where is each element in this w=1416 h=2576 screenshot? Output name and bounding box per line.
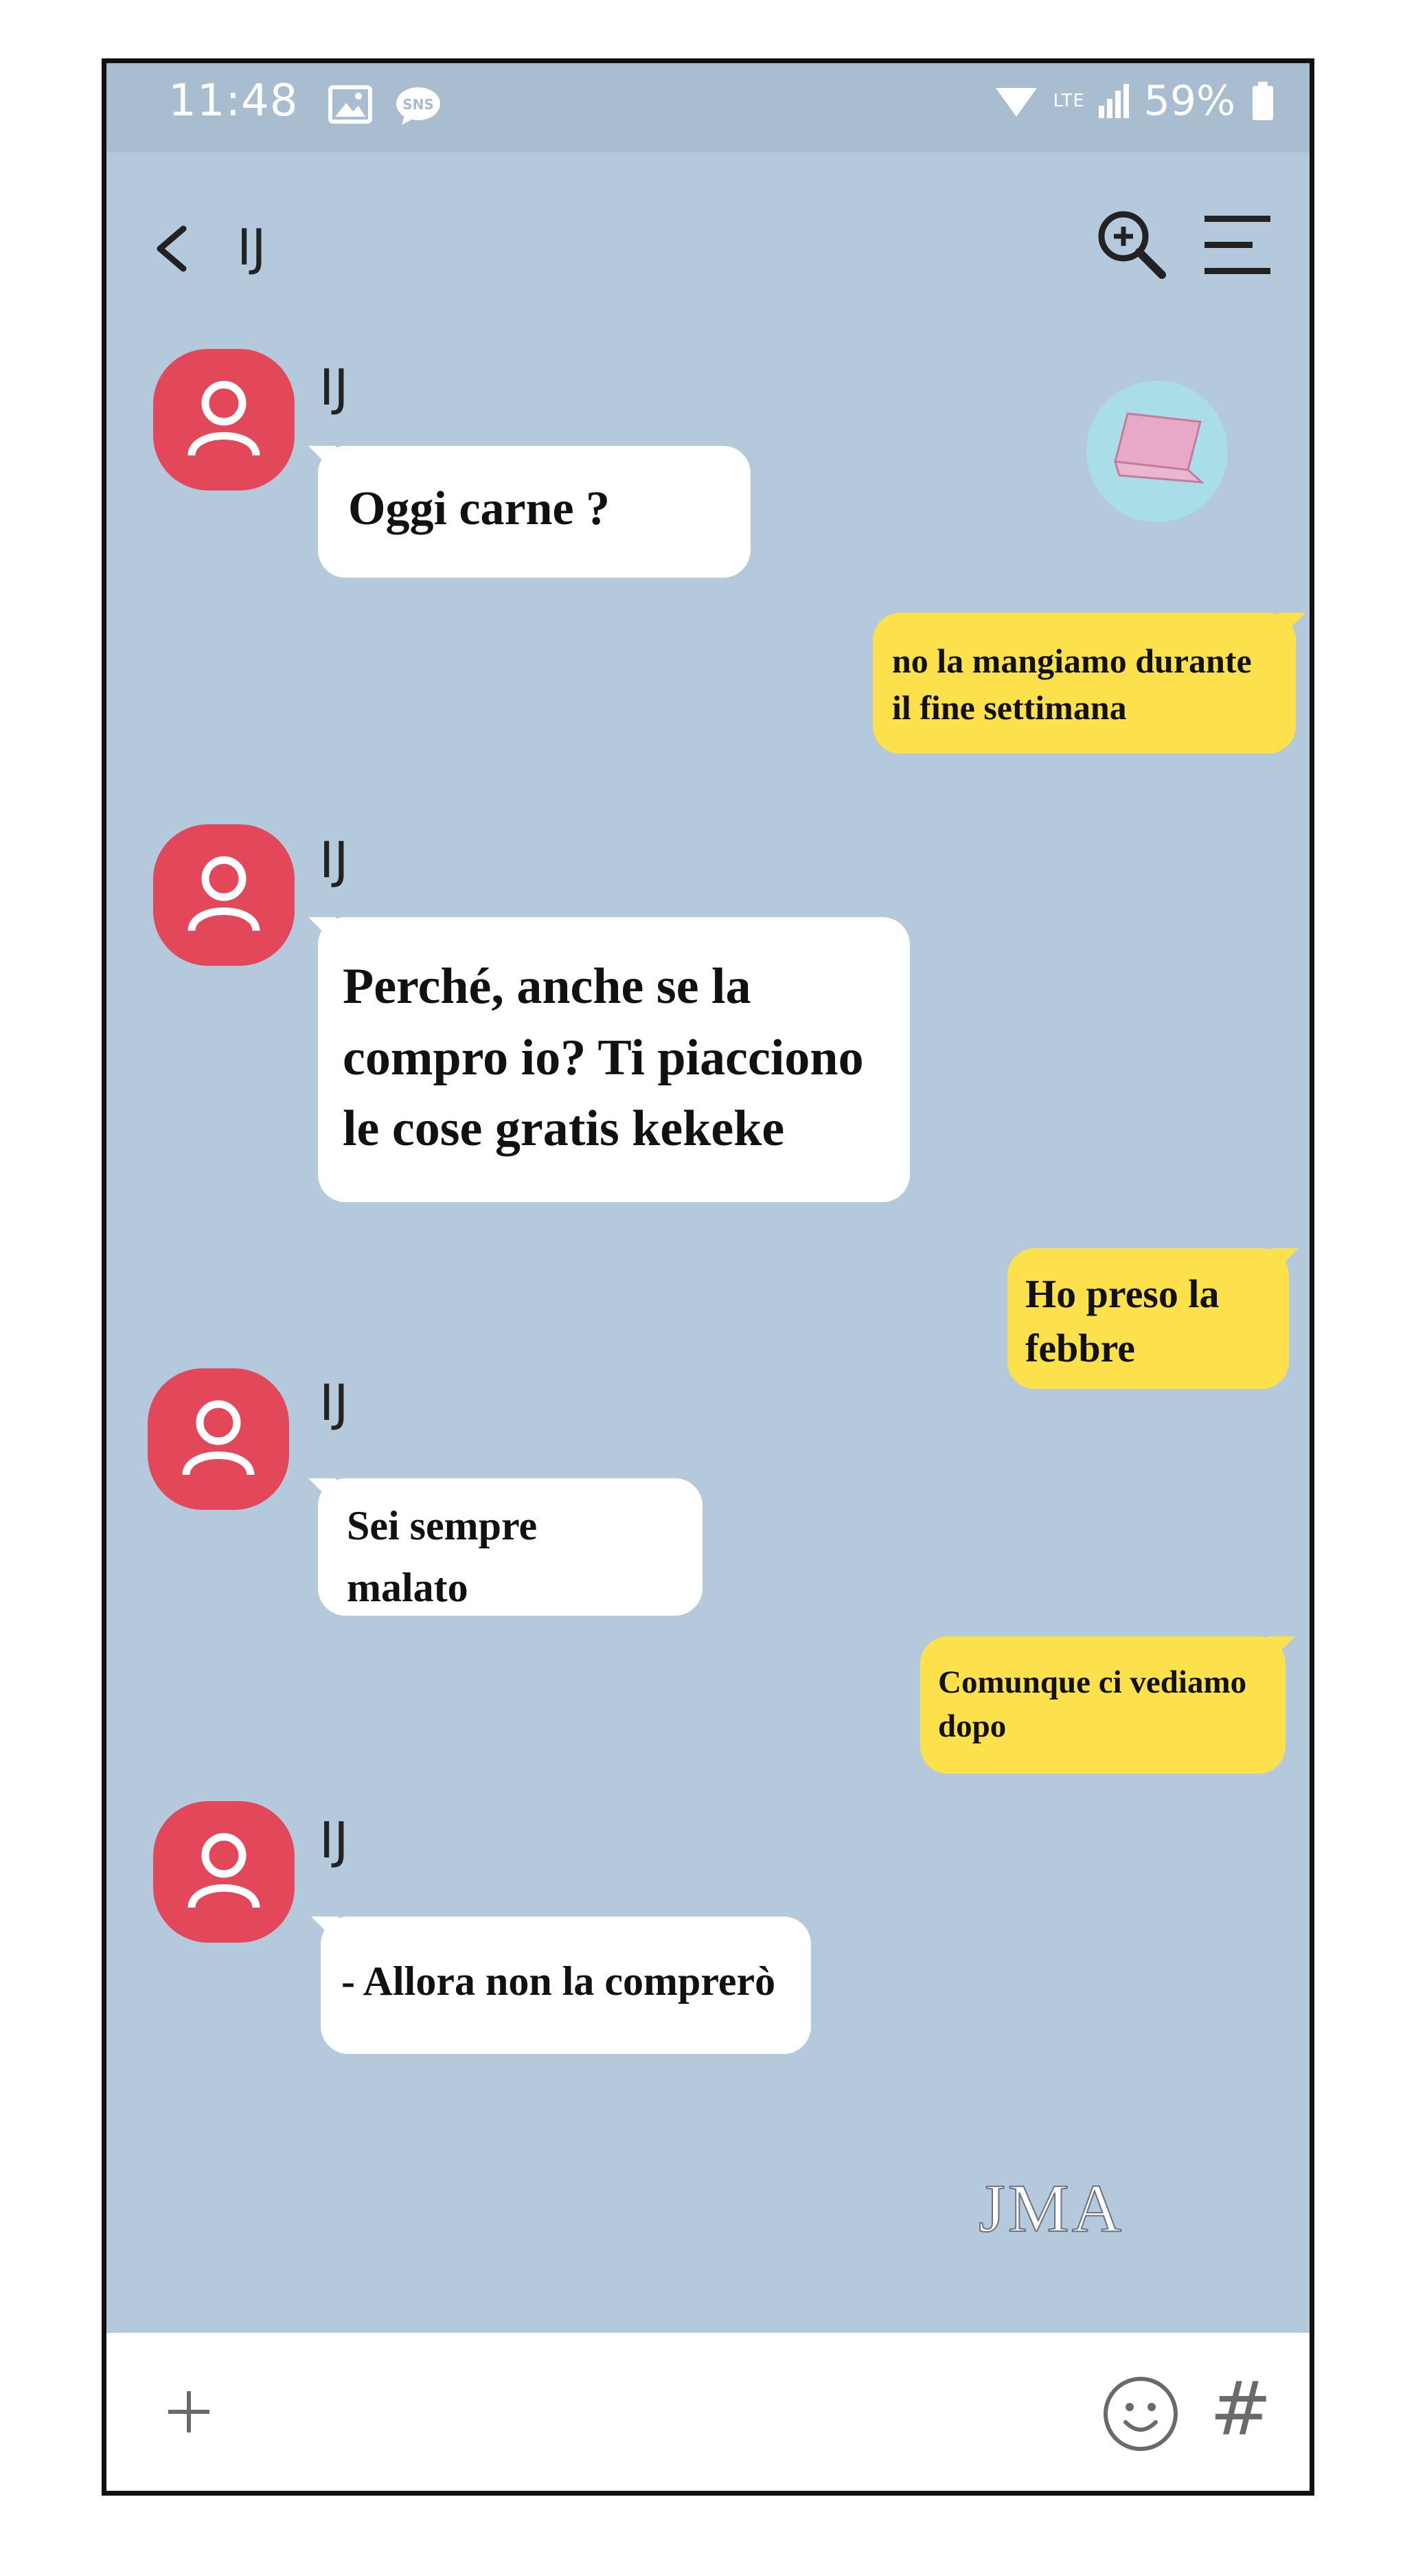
message-line: Perché, anche se la: [343, 958, 751, 1015]
message-bubble-incoming[interactable]: [321, 1917, 811, 2054]
chat-header: [106, 152, 1310, 310]
back-icon[interactable]: [148, 225, 196, 273]
message-bubble-outgoing[interactable]: [873, 613, 1296, 754]
message-text: - Allora non la comprerò: [341, 1958, 776, 2004]
message-line: il fine settimana: [892, 688, 1127, 727]
menu-icon[interactable]: [1203, 214, 1272, 276]
battery-icon: [1251, 80, 1275, 122]
message-bubble-outgoing[interactable]: [1007, 1248, 1289, 1389]
message-line: no la mangiamo durante: [892, 642, 1252, 680]
avatar[interactable]: [148, 1368, 289, 1510]
user-icon: [186, 1832, 262, 1912]
signal-icon: [1097, 82, 1129, 120]
chat-title: IJ: [237, 218, 266, 276]
message-line: Sei sempre: [347, 1503, 538, 1548]
laptop-sticker-icon: [1085, 379, 1229, 523]
message-text: Oggi carne ?: [348, 482, 610, 535]
message-bubble-incoming[interactable]: [318, 1478, 703, 1616]
sender-name: IJ: [319, 831, 349, 889]
avatar[interactable]: [153, 349, 295, 490]
message-line: Comunque ci vediamo: [938, 1664, 1247, 1700]
plus-icon[interactable]: [165, 2388, 213, 2436]
sns-icon: [395, 85, 442, 126]
message-line: dopo: [938, 1708, 1007, 1744]
avatar[interactable]: [153, 824, 295, 966]
user-icon: [186, 855, 262, 935]
svg-text:SNS: SNS: [402, 96, 434, 113]
sender-name: IJ: [319, 359, 349, 416]
message-bubble-incoming[interactable]: [318, 446, 751, 578]
message-line: compro io? Ti piacciono: [343, 1029, 864, 1086]
status-time: 11:48: [168, 76, 299, 126]
emoji-icon[interactable]: [1102, 2375, 1179, 2452]
status-bar: [106, 63, 1310, 152]
battery-percent: 59%: [1143, 77, 1235, 125]
sender-name: IJ: [319, 1811, 349, 1869]
message-bubble-outgoing[interactable]: [920, 1636, 1286, 1774]
sender-name: IJ: [319, 1374, 349, 1432]
phone-screen: [102, 58, 1314, 2496]
wifi-icon: [994, 82, 1038, 120]
message-line: le cose gratis kekeke: [343, 1100, 785, 1157]
network-type: LTE: [1053, 91, 1085, 111]
message-line: Ho preso la: [1025, 1272, 1220, 1316]
message-line: febbre: [1025, 1325, 1136, 1370]
message-bubble-incoming[interactable]: [318, 917, 910, 1202]
message-line: malato: [347, 1565, 468, 1610]
watermark: JMA: [979, 2170, 1125, 2246]
search-zoom-icon[interactable]: [1093, 206, 1169, 282]
input-bar: [106, 2333, 1310, 2491]
user-icon: [186, 380, 262, 460]
status-right: [994, 77, 1275, 125]
avatar[interactable]: [153, 1801, 295, 1943]
hashtag-icon[interactable]: #: [1209, 2366, 1272, 2452]
image-icon: [328, 85, 372, 124]
user-icon: [181, 1399, 256, 1479]
